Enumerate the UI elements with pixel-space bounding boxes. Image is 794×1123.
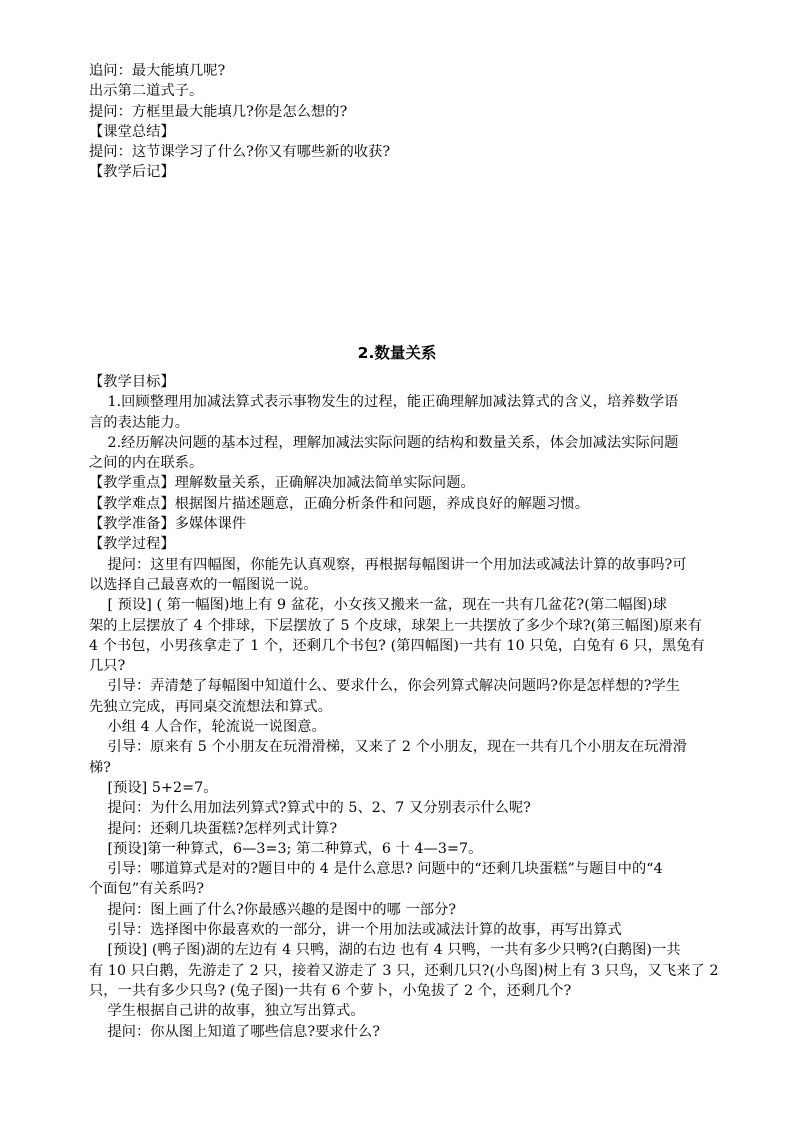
text-line: 出示第二道式子。 — [89, 83, 204, 100]
text-line: 只，一共有多少只鸟? (兔子图)一共有 6 个萝卜，小兔拔了 2 个，还剩几个? — [89, 982, 572, 999]
section-heading: 【教学准备】多媒体课件 — [89, 516, 247, 533]
section-heading: 【教学难点】根据图片描述题意，正确分析条件和问题，养成良好的解题习惯。 — [89, 495, 590, 512]
text-line: [预设] 5+2=7。 — [89, 779, 218, 796]
text-line: 梯? — [89, 759, 111, 776]
section-body — [89, 372, 719, 1042]
text-line: 提问：你从图上知道了哪些信息?要求什么? — [89, 1023, 381, 1040]
text-line: 引导：弄清楚了每幅图中知道什么、要求什么，你会列算式解决问题吗?你是怎样想的?学生 — [89, 678, 681, 695]
text-line: 言的表达能力。 — [89, 414, 190, 431]
section-heading: 【教学过程】 — [89, 536, 175, 553]
text-line: [ 预设] ( 第一幅图)地上有 9 盆花，小女孩又搬来一盆，现在一共有几盆花?(第二幅图)球 — [89, 597, 667, 614]
text-line: 1.回顾整理用加减法算式表示事物发生的过程，能正确理解加减法算式的含义，培养数学语 — [89, 394, 679, 411]
text-line: 4 个书包，小男孩拿走了 1 个，还剩几个书包? (第四幅图)一共有 10 只兔，白兔有 6 只，黑兔有 — [89, 637, 705, 654]
text-line: 提问：为什么用加法列算式?算式中的 5、2、7 又分别表示什么呢? — [89, 800, 531, 817]
text-line: [预设]第一种算式，6—3=3; 第二种算式，6 十 4—3=7。 — [89, 840, 483, 857]
text-line: 提问：这节课学习了什么?你又有哪些新的收获? — [89, 144, 391, 161]
text-line: 架的上层摆放了 4 个排球，下层摆放了 5 个皮球，球架上一共摆放了多少个球?(第三幅图)原来有 — [89, 617, 702, 634]
text-line: 之间的内在联系。 — [89, 455, 204, 472]
text-line: 有 10 只白鹅，先游走了 2 只，接着又游走了 3 只，还剩几只?(小鸟图)树上有 3 只鸟，又飞来了 2 — [89, 962, 719, 979]
text-line: 以选择自己最喜欢的一幅图说一说。 — [89, 576, 318, 593]
text-line: 追问：最大能填几呢? — [89, 63, 226, 79]
text-line: 引导：原来有 5 个小朋友在玩滑滑梯，又来了 2 个小朋友，现在一共有几个小朋友在玩滑滑 — [89, 739, 688, 756]
text-line: 提问：图上画了什么?你最感兴趣的是图中的哪 一部分? — [89, 901, 457, 918]
section-title: 2.数量关系 — [357, 344, 437, 362]
text-line: 先独立完成，再同桌交流想法和算式。 — [89, 698, 332, 715]
text-line: 提问：这里有四幅图，你能先认真观察，再根据每幅图讲一个用加法或减法计算的故事吗?可 — [89, 556, 687, 573]
text-line: 个面包”有关系吗? — [89, 881, 205, 898]
text-line: 提问：方框里最大能填几?你是怎么想的? — [89, 103, 348, 120]
section-heading: 【教学重点】理解数量关系，正确解决加减法简单实际问题。 — [89, 475, 475, 492]
section-heading: 【教学目标】 — [89, 374, 175, 390]
text-line: 引导：哪道算式是对的?题目中的 4 是什么意思? 问题中的“还剩几块蛋糕”与题目中的“4 — [89, 861, 663, 878]
text-line: 小组 4 人合作，轮流说一说图意。 — [89, 719, 326, 736]
previous-section-tail — [89, 61, 709, 183]
section-heading: 【教学后记】 — [89, 164, 175, 181]
text-line: 学生根据自己讲的故事，独立写出算式。 — [89, 1003, 365, 1020]
text-line: [预设] (鸭子图)湖的左边有 4 只鸭，湖的右边 也有 4 只鸭，一共有多少只鸭?(白鹅图)一共 — [89, 942, 681, 959]
section-heading: 【课堂总结】 — [89, 123, 175, 140]
text-line: 引导：选择图中你最喜欢的一部分，讲一个用加法或减法计算的故事，再写出算式 — [89, 922, 622, 939]
text-line: 几只? — [89, 658, 126, 675]
text-line: 2.经历解决问题的基本过程，理解加减法实际问题的结构和数量关系，体会加减法实际问题 — [89, 434, 679, 451]
text-line: 提问：还剩几块蛋糕?怎样列式计算? — [89, 820, 338, 837]
